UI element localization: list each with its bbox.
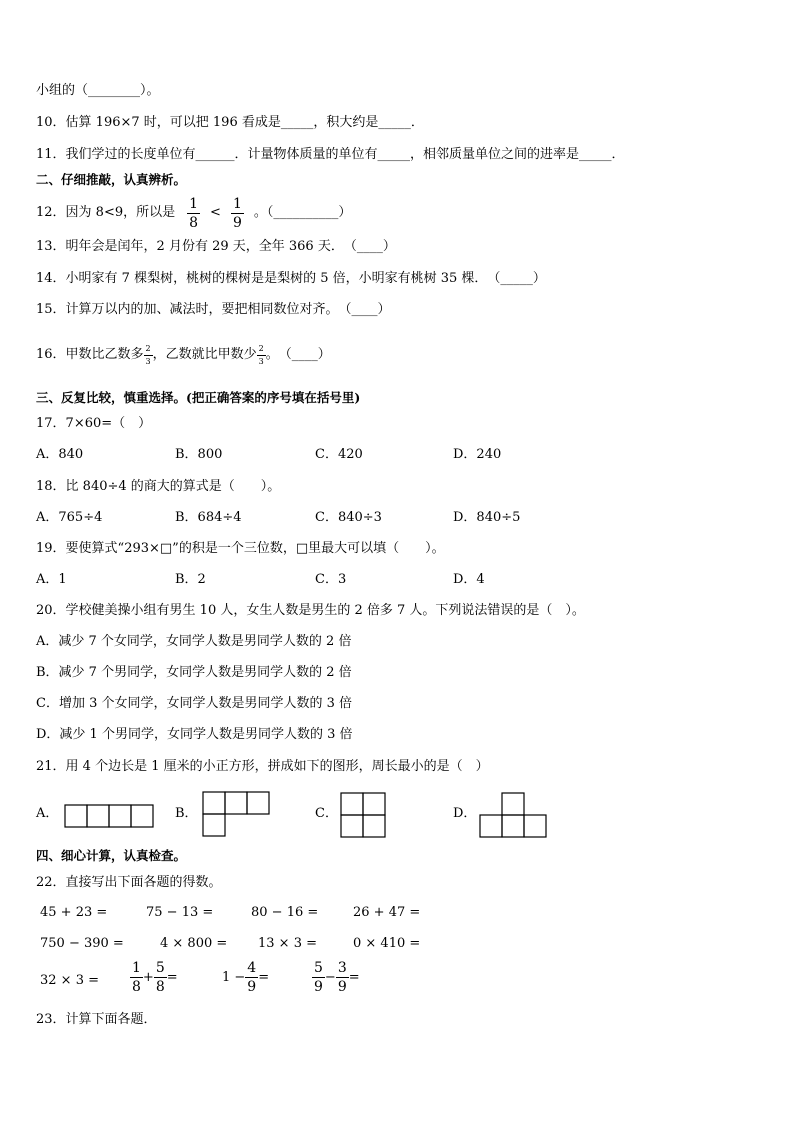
question-18: 18．比 840÷4 的商大的算式是（ ）。 (36, 479, 281, 494)
shape-d-square-4 (524, 815, 546, 837)
q20-option-b: B．减少 7 个男同学，女同学人数是男同学人数的 2 倍 (36, 665, 352, 680)
calc-1-1: 45 + 23 = (40, 905, 108, 920)
question-10: 10．估算 196×7 时，可以把 196 看成是_____，积大约是_____． (36, 115, 424, 130)
calc-2-2: 4 × 800 = (160, 936, 228, 951)
shape-b-square-2 (225, 792, 247, 814)
q16-text-c: 。 （____） (265, 347, 331, 362)
calc-3-2-eq: = (166, 969, 178, 985)
shape-d-square-2 (480, 815, 502, 837)
q19-option-b: B．2 (175, 572, 206, 587)
question-12 (36, 193, 351, 233)
q21-shape-b (202, 791, 272, 837)
shape-d-square-3 (502, 815, 524, 837)
q17-option-a: A．840 (36, 447, 84, 462)
shape-a-square-1 (65, 805, 87, 827)
shape-a-square-3 (109, 805, 131, 827)
calc-2-3: 13 × 3 = (258, 936, 317, 951)
q12-tail: 。（__________） (253, 205, 352, 220)
q21-option-a-label: A． (36, 806, 59, 821)
q16-text-b: ，乙数就比甲数少 (152, 347, 257, 362)
question-13: 13．明年会是闰年，2 月份有 29 天，全年 366 天． （____） (36, 239, 396, 254)
calc-2-4: 0 × 410 = (353, 936, 421, 951)
prev-question-tail: 小组的（________）。 (36, 83, 160, 98)
calc-3-3-fraction: $\frac{4}{9}$ (247, 960, 257, 995)
section-4-heading: 四、细心计算，认真检查。 (36, 848, 187, 863)
question-20: 20．学校健美操小组有男生 10 人，女生人数是男生的 2 倍多 7 人。下列说法错误的是（ ）。 (36, 603, 585, 618)
q17-option-b: B．800 (175, 447, 223, 462)
calc-3-4 (312, 961, 360, 994)
shape-c-square-1 (341, 793, 363, 815)
q12-less-than: < (210, 205, 221, 220)
q18-option-a: A．765÷4 (36, 510, 103, 525)
q21-shape-c (340, 792, 388, 838)
calc-3-2-fraction-1: $\frac{1}{8}$ (132, 960, 141, 995)
shape-c-square-4 (363, 815, 385, 837)
q18-option-c: C．840÷3 (315, 510, 382, 525)
calc-3-2-fraction-2: $\frac{5}{8}$ (155, 960, 165, 995)
shape-c-square-2 (363, 793, 385, 815)
shape-a-square-4 (131, 805, 153, 827)
question-17: 17．7×60=（ ） (36, 416, 152, 431)
shape-c-square-3 (341, 815, 363, 837)
q19-option-d: D．4 (453, 572, 485, 587)
q18-option-b: B．684÷4 (175, 510, 242, 525)
question-16 (36, 340, 331, 370)
shape-a-square-2 (87, 805, 109, 827)
shape-b-square-4 (203, 814, 225, 836)
question-19: 19．要使算式“293×□”的积是一个三位数，□里最大可以填（ ）。 (36, 541, 445, 556)
calc-3-2 (130, 961, 178, 994)
calc-3-3-pre: 1 − (222, 969, 246, 985)
question-23: 23．计算下面各题． (36, 1012, 157, 1027)
calc-3-4-eq: = (348, 969, 360, 985)
calc-3-4-fraction-2: $\frac{3}{9}$ (337, 960, 347, 995)
q21-shape-d (479, 792, 549, 838)
section-3-heading: 三、反复比较，慎重选择。(把正确答案的序号填在括号里) (36, 390, 361, 405)
calc-2-1: 750 − 390 = (40, 936, 124, 951)
q16-fraction-2: $\frac{2}{3}$ (258, 343, 264, 366)
q17-option-d: D．240 (453, 447, 502, 462)
q21-option-b-label: B． (175, 806, 198, 821)
q21-shape-a (64, 804, 154, 828)
calc-1-3: 80 − 16 = (251, 905, 319, 920)
q19-option-a: A．1 (36, 572, 67, 587)
q12-text: 12．因为 8<9，所以是 (36, 205, 176, 220)
shape-b-square-3 (247, 792, 269, 814)
calc-3-4-fraction-1: $\frac{5}{9}$ (314, 960, 323, 995)
calc-3-3-eq: = (258, 969, 270, 985)
calc-3-1: 32 × 3 = (40, 973, 99, 988)
question-22: 22．直接写出下面各题的得数。 (36, 875, 222, 890)
question-21: 21．用 4 个边长是 1 厘米的小正方形，拼成如下的图形，周长最小的是（ ） (36, 759, 489, 774)
shape-b-square-1 (203, 792, 225, 814)
question-14: 14．小明家有 7 棵梨树，桃树的棵树是是梨树的 5 倍，小明家有桃树 35 棵． （_____） (36, 271, 546, 286)
q20-option-a: A．减少 7 个女同学，女同学人数是男同学人数的 2 倍 (36, 634, 352, 649)
calc-3-3 (222, 961, 269, 994)
q12-fraction-2: $\frac{1}{9}$ (232, 195, 242, 231)
section-2-heading: 二、仔细推敲，认真辨析。 (36, 172, 187, 187)
q21-option-d-label: D． (453, 806, 477, 821)
q19-option-c: C．3 (315, 572, 347, 587)
q18-option-d: D．840÷5 (453, 510, 521, 525)
q20-option-c: C．增加 3 个女同学，女同学人数是男同学人数的 3 倍 (36, 696, 353, 711)
q20-option-d: D．减少 1 个男同学，女同学人数是男同学人数的 3 倍 (36, 727, 353, 742)
calc-1-2: 75 − 13 = (146, 905, 214, 920)
q21-option-c-label: C． (315, 806, 338, 821)
q16-fraction-1: $\frac{2}{3}$ (145, 343, 151, 366)
question-15: 15．计算万以内的加、减法时，要把相同数位对齐。 （____） (36, 302, 391, 317)
question-11: 11．我们学过的长度单位有______．计量物体质量的单位有_____，相邻质量单位之间的进率是_____． (36, 147, 625, 162)
shape-d-square-1 (502, 793, 524, 815)
q17-option-c: C．420 (315, 447, 363, 462)
calc-1-4: 26 + 47 = (353, 905, 421, 920)
q12-fraction-1: $\frac{1}{8}$ (189, 195, 199, 231)
calc-3-4-op: − (324, 969, 336, 985)
calc-3-2-op: + (142, 969, 154, 985)
q16-text-a: 16．甲数比乙数多 (36, 347, 144, 362)
